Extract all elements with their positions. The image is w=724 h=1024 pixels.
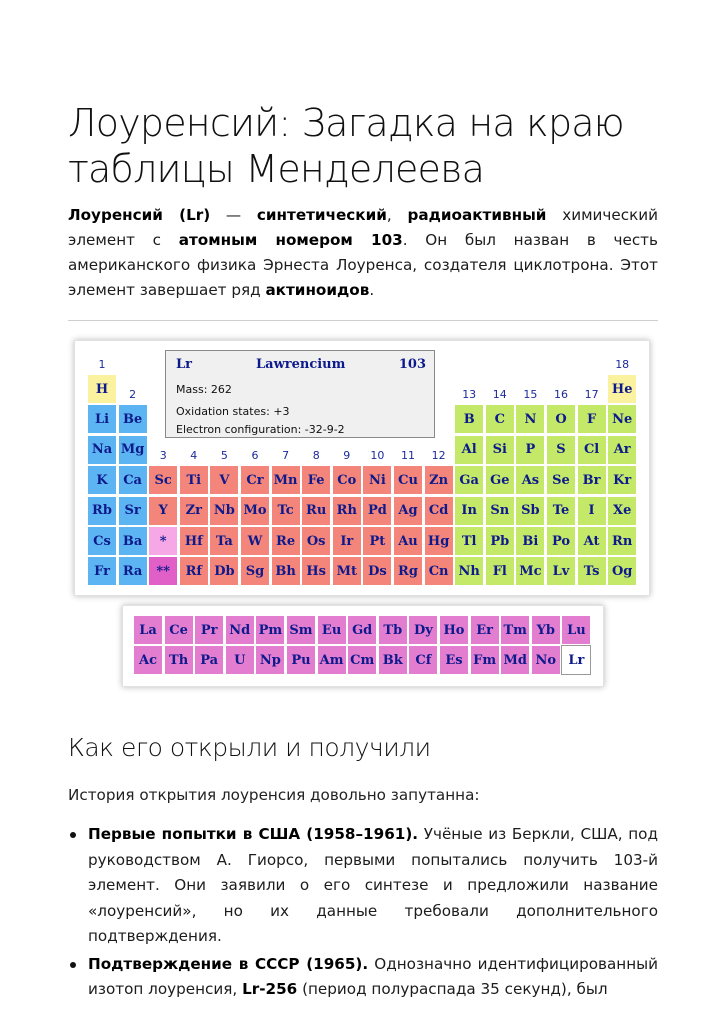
- intro-text: химический элемент с: [68, 206, 658, 249]
- element-cell-nh[interactable]: Nh: [454, 556, 484, 586]
- element-cell-mc[interactable]: Mc: [515, 556, 545, 586]
- element-cell-hs[interactable]: Hs: [301, 556, 331, 586]
- element-cell-pd[interactable]: Pd: [362, 496, 392, 526]
- element-cell-ba[interactable]: Ba: [118, 526, 148, 556]
- element-cell-at[interactable]: At: [577, 526, 607, 556]
- element-cell-rg[interactable]: Rg: [393, 556, 423, 586]
- element-cell-mt[interactable]: Mt: [332, 556, 362, 586]
- element-cell-yb[interactable]: Yb: [531, 615, 561, 645]
- element-cell-o[interactable]: O: [546, 404, 576, 434]
- intro-bold-radioactive: радиоактивный: [407, 206, 547, 224]
- element-cell-er[interactable]: Er: [470, 615, 500, 645]
- element-cell-sg[interactable]: Sg: [240, 556, 270, 586]
- element-cell-br[interactable]: Br: [577, 465, 607, 495]
- element-cell-bi[interactable]: Bi: [515, 526, 545, 556]
- element-cell-cu[interactable]: Cu: [393, 465, 423, 495]
- element-cell-ta[interactable]: Ta: [209, 526, 239, 556]
- intro-bold-actinides: актиноидов: [265, 281, 370, 299]
- element-cell-cf[interactable]: Cf: [408, 645, 438, 675]
- group-label-16: 16: [554, 388, 568, 402]
- element-cell-k[interactable]: K: [87, 465, 117, 495]
- element-cell-f[interactable]: F: [577, 404, 607, 434]
- element-cell-bh[interactable]: Bh: [271, 556, 301, 586]
- info-name: Lawrencium: [256, 357, 346, 372]
- element-cell-in[interactable]: In: [454, 496, 484, 526]
- element-cell-la[interactable]: La: [133, 615, 163, 645]
- element-cell-na[interactable]: Na: [87, 435, 117, 465]
- intro-bold-element: Лоуренсий (Lr): [68, 206, 211, 224]
- element-cell-lv[interactable]: Lv: [546, 556, 576, 586]
- page-title: Лоуренсий: Загадка на краю таблицы Менделеева: [68, 101, 624, 191]
- list-item: [68, 822, 658, 950]
- element-cell-tb[interactable]: Tb: [378, 615, 408, 645]
- element-cell-hf[interactable]: Hf: [179, 526, 209, 556]
- element-cell-sn[interactable]: Sn: [485, 496, 515, 526]
- element-cell-cm[interactable]: Cm: [347, 645, 377, 675]
- element-cell-cr[interactable]: Cr: [240, 465, 270, 495]
- element-cell-no[interactable]: No: [531, 645, 561, 675]
- group-label-6: 6: [251, 449, 259, 463]
- discovery-list: [68, 822, 658, 1005]
- element-cell-fm[interactable]: Fm: [470, 645, 500, 675]
- element-cell-gd[interactable]: Gd: [347, 615, 377, 645]
- element-cell-kr[interactable]: Kr: [607, 465, 637, 495]
- element-cell-tc[interactable]: Tc: [271, 496, 301, 526]
- element-cell-re[interactable]: Re: [271, 526, 301, 556]
- element-cell-mg[interactable]: Mg: [118, 435, 148, 465]
- info-symbol: Lr: [176, 357, 192, 372]
- intro-text: —: [210, 206, 257, 224]
- element-cell-n[interactable]: N: [515, 404, 545, 434]
- element-cell-rn[interactable]: Rn: [607, 526, 637, 556]
- group-label-15: 15: [523, 388, 538, 402]
- element-cell-b[interactable]: B: [454, 404, 484, 434]
- element-cell-s[interactable]: S: [546, 435, 576, 465]
- group-label-4: 4: [190, 449, 198, 463]
- list-item-text: (период полураспада 35 секунд), был: [297, 980, 608, 998]
- element-cell-ge[interactable]: Ge: [485, 465, 515, 495]
- intro-text: . Он был назван в честь американского физика Эрнеста Лоуренса, создателя циклотрона. Этот элемент завершает ряд: [68, 231, 658, 299]
- element-cell-pr[interactable]: Pr: [194, 615, 224, 645]
- element-cell-nb[interactable]: Nb: [209, 496, 239, 526]
- element-cell-pu[interactable]: Pu: [286, 645, 316, 675]
- element-cell-cd[interactable]: Cd: [424, 496, 454, 526]
- element-cell-sm[interactable]: Sm: [286, 615, 316, 645]
- element-cell-ra[interactable]: Ra: [118, 556, 148, 586]
- group-label-7: 7: [282, 449, 290, 463]
- element-cell-he[interactable]: He: [607, 374, 637, 404]
- element-cell-u[interactable]: U: [225, 645, 255, 675]
- element-cell-c[interactable]: C: [485, 404, 515, 434]
- element-cell-fe[interactable]: Fe: [301, 465, 331, 495]
- periodic-table-main: [74, 340, 650, 596]
- element-cell-te[interactable]: Te: [546, 496, 576, 526]
- element-cell-zr[interactable]: Zr: [179, 496, 209, 526]
- divider: [68, 320, 658, 321]
- element-cell-sr[interactable]: Sr: [118, 496, 148, 526]
- list-item-isotope: Lr-256: [242, 980, 298, 998]
- element-cell-fl[interactable]: Fl: [485, 556, 515, 586]
- element-cell-zn[interactable]: Zn: [424, 465, 454, 495]
- element-cell-ga[interactable]: Ga: [454, 465, 484, 495]
- element-cell-nd[interactable]: Nd: [225, 615, 255, 645]
- list-item: [68, 952, 658, 1003]
- element-cell-og[interactable]: Og: [607, 556, 637, 586]
- element-cell-sb[interactable]: Sb: [515, 496, 545, 526]
- bullet-dot-icon: [70, 832, 76, 838]
- info-oxidation: Oxidation states: +3: [176, 405, 290, 418]
- element-cell-hg[interactable]: Hg: [424, 526, 454, 556]
- element-cell-lu[interactable]: Lu: [561, 615, 591, 645]
- group-label-14: 14: [492, 388, 507, 402]
- element-cell-ti[interactable]: Ti: [179, 465, 209, 495]
- element-cell-pa[interactable]: Pa: [194, 645, 224, 675]
- element-cell-np[interactable]: Np: [255, 645, 285, 675]
- element-cell-rf[interactable]: Rf: [179, 556, 209, 586]
- element-cell-y[interactable]: Y: [148, 496, 178, 526]
- element-cell-cs[interactable]: Cs: [87, 526, 117, 556]
- element-cell-v[interactable]: V: [209, 465, 239, 495]
- periodic-table-f-block: [122, 605, 604, 687]
- group-label-13: 13: [462, 388, 477, 402]
- element-cell-xe[interactable]: Xe: [607, 496, 637, 526]
- element-cell-ni[interactable]: Ni: [362, 465, 392, 495]
- element-cell-ac[interactable]: Ac: [133, 645, 163, 675]
- element-cell-co[interactable]: Co: [332, 465, 362, 495]
- periodic-table-figure: [72, 340, 650, 702]
- element-cell-fr[interactable]: Fr: [87, 556, 117, 586]
- element-cell-as[interactable]: As: [515, 465, 545, 495]
- element-cell-cn[interactable]: Cn: [424, 556, 454, 586]
- element-cell-ds[interactable]: Ds: [362, 556, 392, 586]
- element-info-box: [165, 350, 435, 438]
- group-label-18: 18: [615, 358, 630, 371]
- element-cell-ce[interactable]: Ce: [164, 615, 194, 645]
- element-cell-i[interactable]: I: [577, 496, 607, 526]
- section-lead: История открытия лоуренсия довольно запутанна:: [68, 786, 480, 804]
- group-label-11: 11: [401, 449, 415, 463]
- element-cell-mn[interactable]: Mn: [271, 465, 301, 495]
- element-cell-rh[interactable]: Rh: [332, 496, 362, 526]
- intro-text: .: [369, 281, 375, 299]
- group-label-1: 1: [98, 358, 106, 371]
- list-item-text: Однозначно идентифицированный изотоп лоуренсия,: [88, 954, 658, 998]
- element-cell-pb[interactable]: Pb: [485, 526, 515, 556]
- element-cell-ts[interactable]: Ts: [577, 556, 607, 586]
- element-cell-bk[interactable]: Bk: [378, 645, 408, 675]
- section-heading: Как его открыли и получили: [68, 733, 431, 762]
- element-cell-lanthanides[interactable]: *: [148, 526, 178, 556]
- group-label-5: 5: [220, 449, 228, 463]
- element-cell-si[interactable]: Si: [485, 435, 515, 465]
- intro-bold-synthetic: синтетический: [256, 206, 387, 224]
- element-cell-md[interactable]: Md: [500, 645, 530, 675]
- element-cell-tl[interactable]: Tl: [454, 526, 484, 556]
- group-label-3: 3: [159, 449, 167, 463]
- element-cell-ho[interactable]: Ho: [439, 615, 469, 645]
- list-item-text: Учёные из Беркли, США, под руководством А. Гиорсо, первыми попытались получить 103-й элемент. Они заявили о его синтезе и предложили название «лоуренсий», но их данные требовали дополнительного подтверждения.: [88, 825, 658, 945]
- element-cell-se[interactable]: Se: [546, 465, 576, 495]
- group-label-2: 2: [129, 388, 137, 402]
- element-cell-mo[interactable]: Mo: [240, 496, 270, 526]
- element-cell-pm[interactable]: Pm: [255, 615, 285, 645]
- element-cell-ar[interactable]: Ar: [607, 435, 637, 465]
- element-cell-au[interactable]: Au: [393, 526, 423, 556]
- element-cell-ne[interactable]: Ne: [607, 404, 637, 434]
- element-cell-os[interactable]: Os: [301, 526, 331, 556]
- group-label-10: 10: [370, 449, 385, 463]
- group-label-8: 8: [312, 449, 320, 463]
- element-cell-h[interactable]: H: [87, 374, 117, 404]
- group-label-9: 9: [343, 449, 351, 463]
- info-config: Electron configuration: -32-9-2: [176, 423, 345, 436]
- info-number: 103: [398, 357, 426, 372]
- group-label-12: 12: [431, 449, 446, 463]
- element-cell-lr[interactable]: Lr: [561, 645, 591, 675]
- element-cell-w[interactable]: W: [240, 526, 270, 556]
- group-label-17: 17: [584, 388, 599, 402]
- element-cell-po[interactable]: Po: [546, 526, 576, 556]
- element-cell-th[interactable]: Th: [164, 645, 194, 675]
- bullet-dot-icon: [70, 962, 76, 968]
- element-cell-tm[interactable]: Tm: [500, 615, 530, 645]
- list-item-title: Подтверждение в СССР (1965).: [88, 954, 369, 973]
- element-cell-am[interactable]: Am: [317, 645, 347, 675]
- element-cell-li[interactable]: Li: [87, 404, 117, 434]
- element-cell-eu[interactable]: Eu: [317, 615, 347, 645]
- element-cell-ir[interactable]: Ir: [332, 526, 362, 556]
- info-mass: Mass: 262: [176, 383, 232, 396]
- element-cell-cl[interactable]: Cl: [577, 435, 607, 465]
- element-cell-ag[interactable]: Ag: [393, 496, 423, 526]
- element-cell-ca[interactable]: Ca: [118, 465, 148, 495]
- element-cell-p[interactable]: P: [515, 435, 545, 465]
- element-cell-sc[interactable]: Sc: [148, 465, 178, 495]
- element-cell-dy[interactable]: Dy: [408, 615, 438, 645]
- intro-paragraph: [68, 203, 658, 303]
- intro-text: ,: [386, 206, 408, 224]
- element-cell-db[interactable]: Db: [209, 556, 239, 586]
- element-cell-pt[interactable]: Pt: [362, 526, 392, 556]
- list-item-title: Первые попытки в США (1958–1961).: [88, 825, 419, 843]
- element-cell-be[interactable]: Be: [118, 404, 148, 434]
- element-cell-ru[interactable]: Ru: [301, 496, 331, 526]
- element-cell-al[interactable]: Al: [454, 435, 484, 465]
- element-cell-rb[interactable]: Rb: [87, 496, 117, 526]
- intro-bold-atomic-number: атомным номером 103: [178, 231, 403, 249]
- element-cell-actinides[interactable]: **: [148, 556, 178, 586]
- element-cell-es[interactable]: Es: [439, 645, 469, 675]
